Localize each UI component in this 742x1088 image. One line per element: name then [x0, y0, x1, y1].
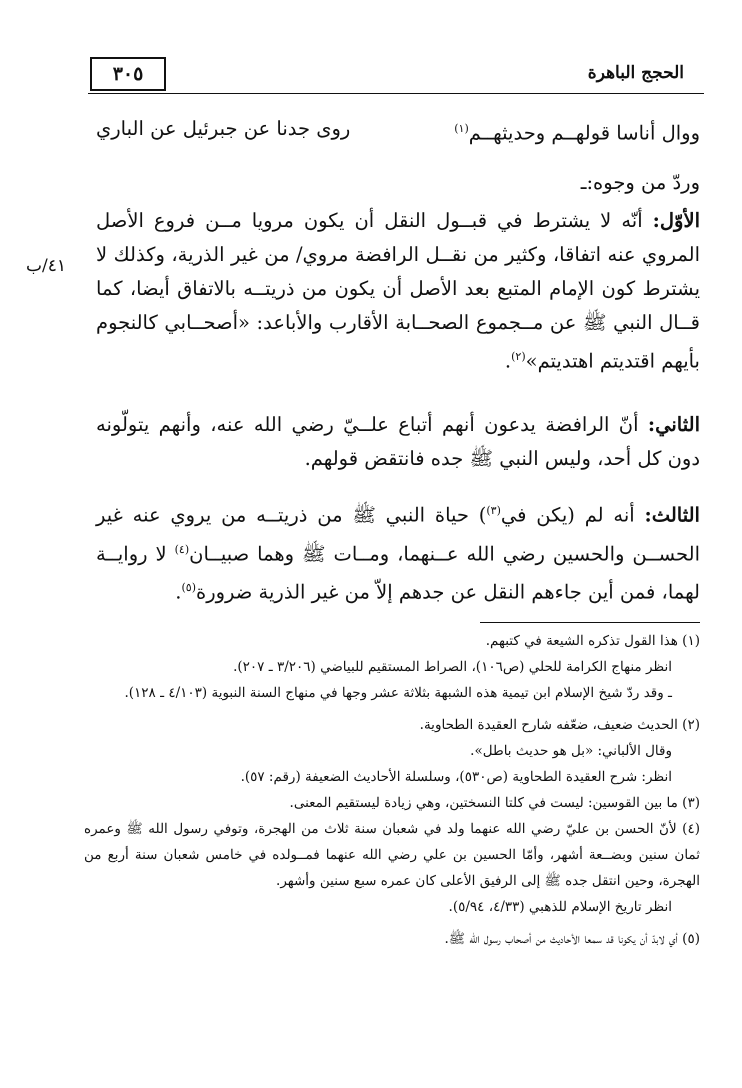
footnote-ref-1: (١) — [454, 122, 469, 135]
footnote-ref-3: (٣) — [486, 504, 501, 517]
verse-right-hemistich: ووال أناسا قولهــم وحديثهــم$^{(١)}$ — [454, 121, 700, 145]
footnote-5: (٥) أي لابدّ أن يكونا قد سمعا الأحاديث من أصحاب رسول الله ﷺ. — [444, 931, 700, 947]
verse-left-hemistich: روى جدنا عن جبرئيل عن الباري — [96, 117, 351, 140]
paragraph-second: الثاني: أنّ الرافضة يدعون أنهم أتباع علــيّ رضي الله عنه، وأنهم يتولّونه دون كل أحد، وليس النبي ﷺ جده فانتقض قولهم. — [96, 413, 700, 470]
footnote-ref-5: (٥) — [181, 581, 196, 594]
poem-verse — [96, 112, 700, 146]
footnote-ref-2: (٢) — [511, 350, 526, 363]
footnote-4: (٤) لأنّ الحسن بن عليّ رضي الله عنهما ولد في شعبان سنة ثلاث من الهجرة، وتوفي رسول الله ﷺ وعمره ثمان سنين وبضــعة أشهر، وأمّا الحسين بن علي رضي الله عنهما فمــولده في خامس شعبان سنة أربع من الهجرة، وحين انتقل جده ﷺ إلى الرفيق الأعلى كان عمره سبع سنين وأشهر. — [84, 821, 700, 889]
footnote-3: (٣) ما بين القوسين: ليست في كلتا النسختين، وهي زيادة ليستقيم المعنى. — [289, 795, 700, 811]
paragraph-first: الأوّل: أنّه لا يشترط في قبــول النقل أن يكون مرويا مــن فروع الأصل المروي عنه اتفاقا، وكثير من نقــل الرافضة مروي/ من غير الذرية، وكذلك لا يشترط كون الإمام المتبع بعد الأصل أن يكون من ذريتــه بالاتفاق أيضا، كما قــال النبي ﷺ عن مــجموع الصحــابة الأقارب والأباعد: «أصحــابي كالنجوم بأيهم اقتديتم اهتديتم»$^{(٢)}$. — [96, 209, 700, 373]
footnote-1-source: انظر منهاج الكرامة للحلي (ص١٠٦)، الصراط المستقيم للبياضي (٣/٢٠٦ ـ ٢٠٧). — [233, 659, 672, 675]
footnote-2: (٢) الحديث ضعيف، ضعّفه شارح العقيدة الطحاوية. — [419, 717, 700, 733]
book-title: الحجج الباهرة — [587, 63, 684, 83]
footnote-2-quote: وقال الألباني: «بل هو حديث باطل». — [470, 743, 672, 759]
footnote-1: (١) هذا القول تذكره الشيعة في كتبهم. — [485, 633, 700, 649]
footnote-1-note: ـ وقد ردّ شيخ الإسلام ابن تيمية هذه الشبهة بثلاثة عشر وجها في منهاج السنة النبوية (٤/١٠٣ ـ ١٢٨). — [124, 685, 672, 701]
paragraph-lead: الثاني: — [647, 413, 700, 436]
footnote-4-source: انظر تاريخ الإسلام للذهبي (٤/٣٣، ٥/٩٤). — [448, 899, 672, 915]
rebuttal-intro: وردّ من وجوه:ـ — [580, 171, 700, 194]
page-number: ٣٠٥ — [90, 57, 166, 91]
manuscript-folio-note: ٤١/ب — [26, 256, 66, 276]
footnote-ref-4: (٤) — [174, 542, 190, 556]
paragraph-lead: الثالث: — [644, 503, 700, 527]
header-divider — [88, 93, 704, 94]
paragraph-third: الثالث: أنه لم (يكن في$^{(٣)}$) حياة النبي ﷺ من ذريتــه من يروي عنه غير الحســن والحسين رضي الله عــنهما، ومــات ﷺ وهما صبيــان$^{(٤)}$ لا روايــة لهما، فمن أين جاءهم النقل عن جدهم إلاّ من غير الذرية ضرورة$^{(٥)}$. — [96, 503, 701, 604]
page-header — [0, 55, 742, 97]
paragraph-lead: الأوّل: — [652, 209, 700, 232]
footnote-divider — [480, 622, 700, 623]
footnotes — [84, 628, 700, 952]
footnote-2-source: انظر: شرح العقيدة الطحاوية (ص٥٣٠)، وسلسلة الأحاديث الضعيفة (رقم: ٥٧). — [240, 769, 672, 785]
